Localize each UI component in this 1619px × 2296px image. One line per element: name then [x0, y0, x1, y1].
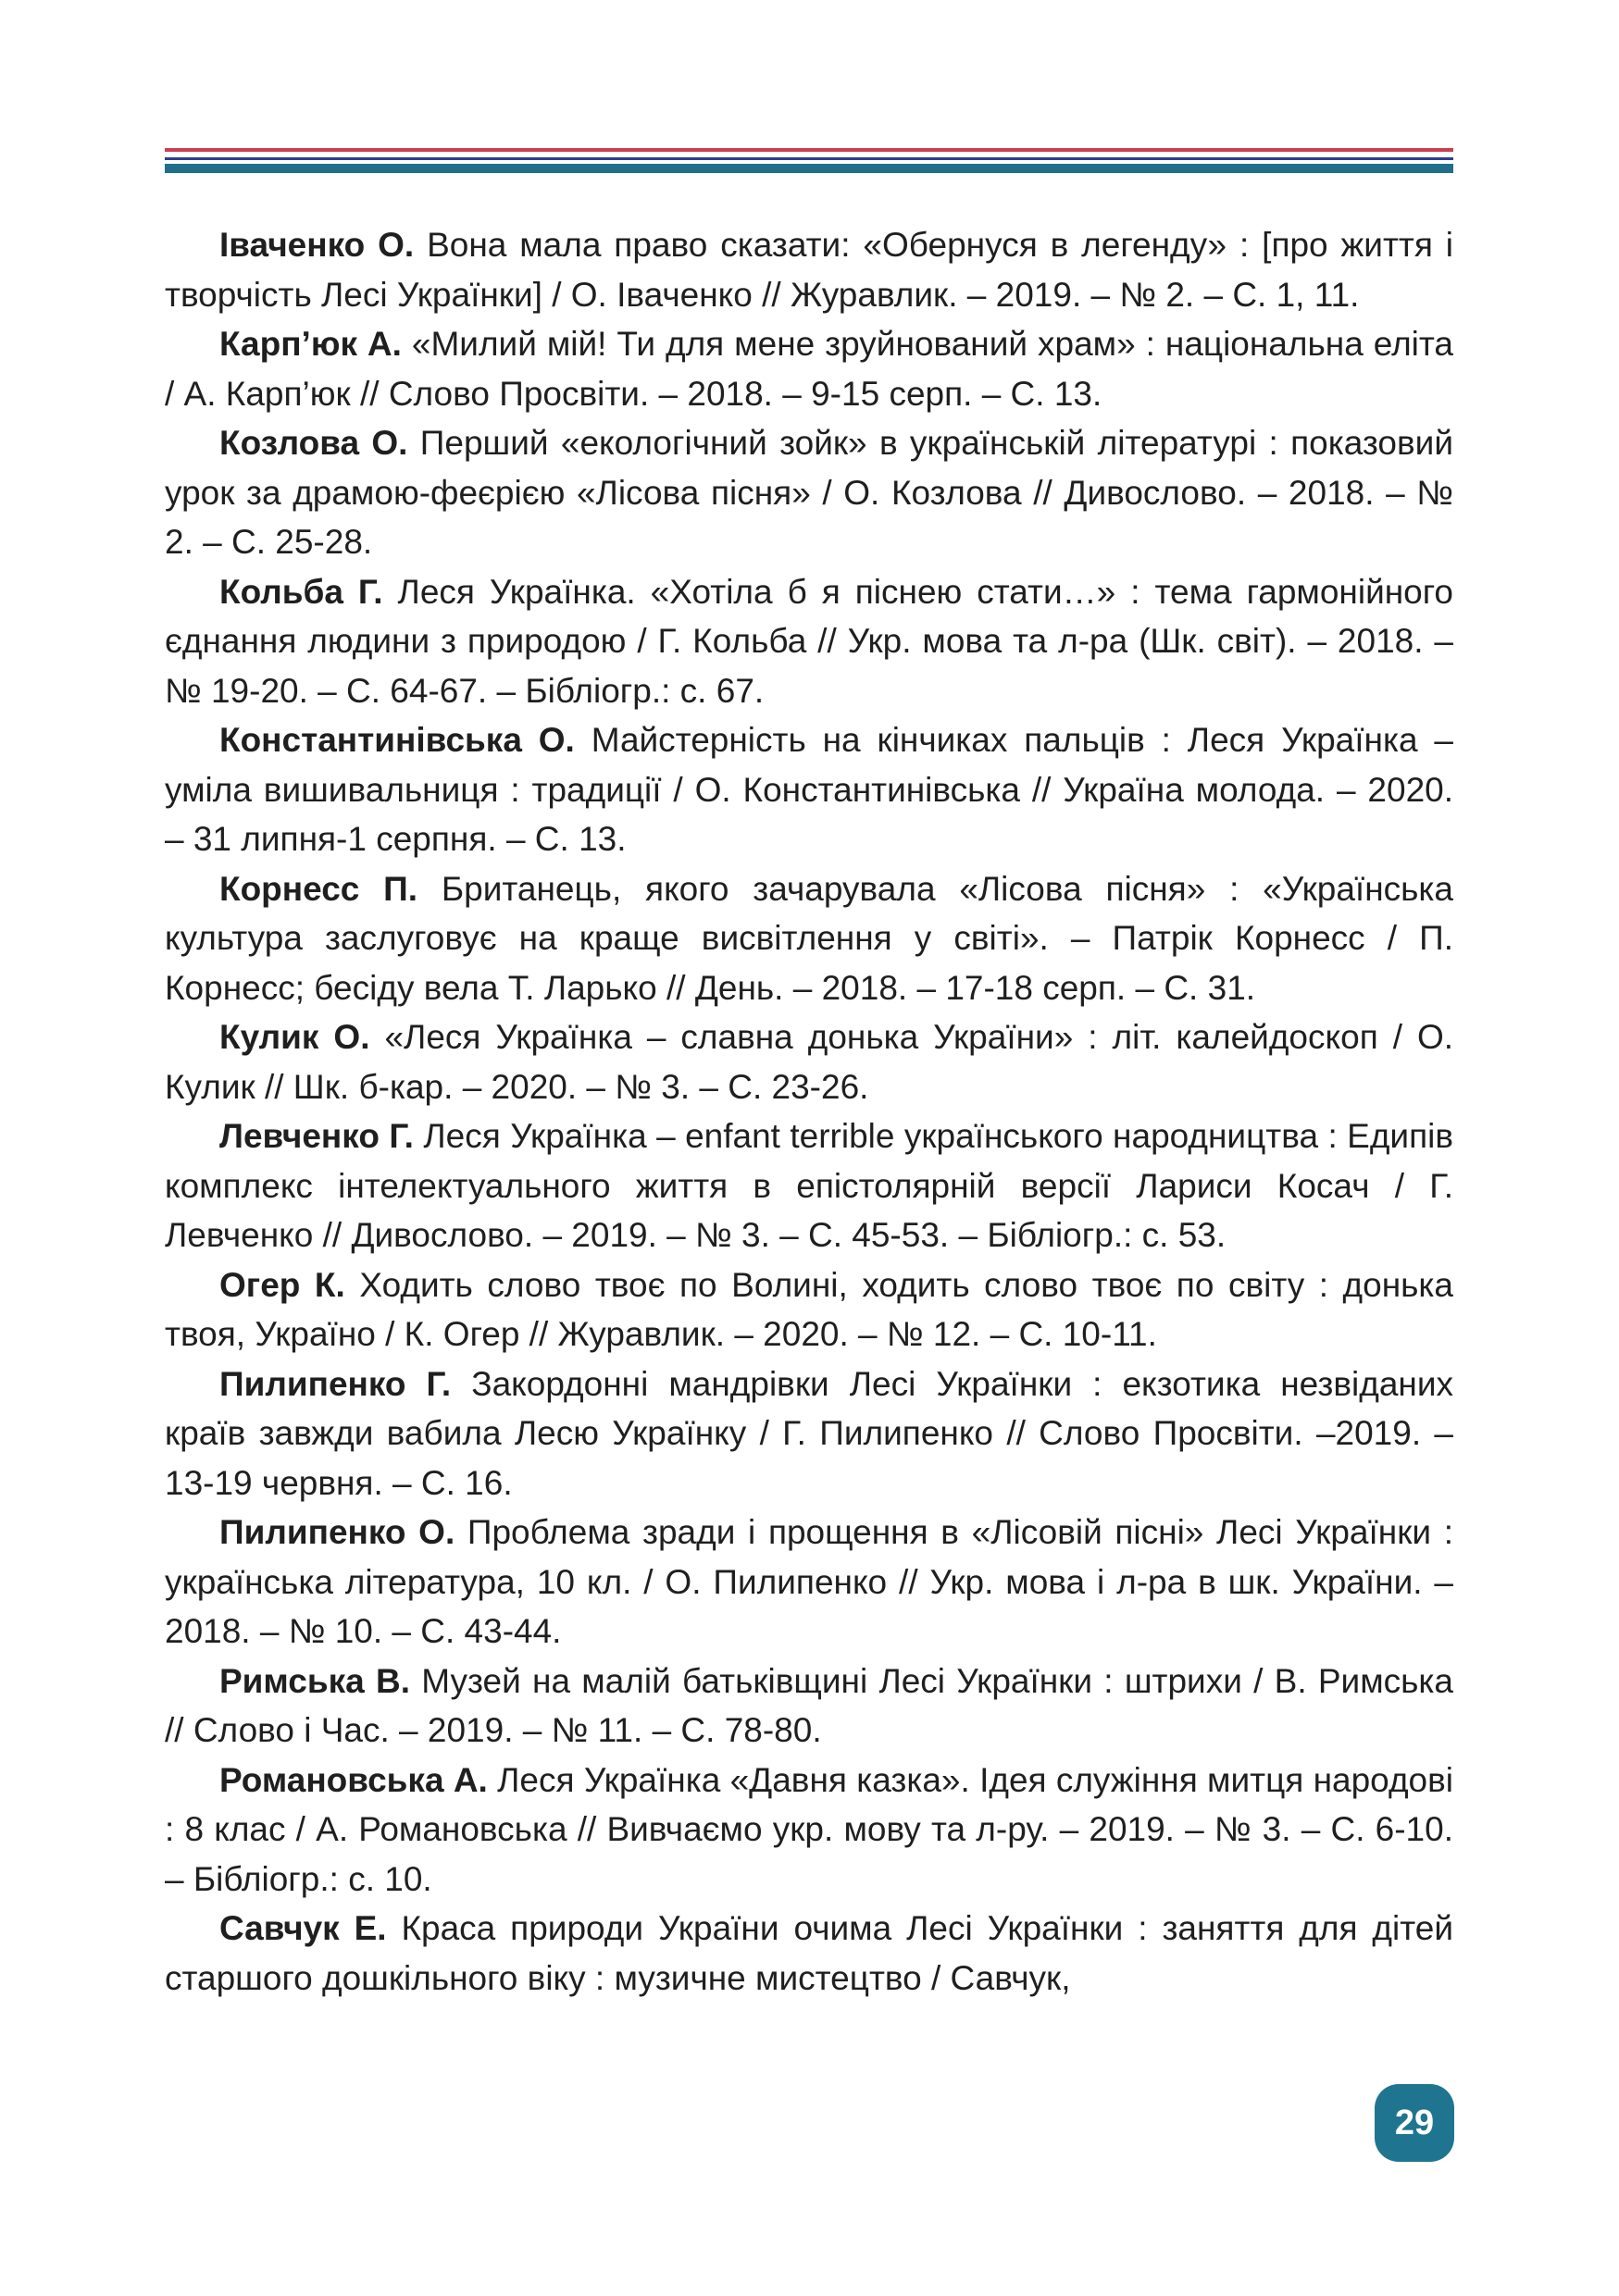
entry-author: Римська В. [219, 1661, 410, 1700]
entry-text: Майстерність на кінчиках пальців : Леся Українка – уміла вишивальниця : традиції / О. Константинівська // Україна молода. – 2020. – 31 липня-1 серпня. – С. 13. [165, 721, 1454, 858]
entry-text: Британець, якого зачарувала «Лісова пісня» : «Українська культура заслуговує на краще висвітлення у світі». – Патрік Корнесс / П. Корнесс; бесіду вела Т. Ларько // День. – 2018. – 17-18 серп. – С. 31. [165, 869, 1453, 1007]
bibliography-entry [165, 319, 1453, 418]
entry-text: Леся Українка. «Хотіла б я піснею стати…» : тема гармонійного єднання людини з природою / Г. Кольба // Укр. мова та л-ра (Шк. світ). – 2018. – № 19-20. – С. 64-67. – Бібліогр.: с. 67. [165, 572, 1454, 710]
bibliography-entry [165, 864, 1453, 1013]
bibliography-entry [165, 1657, 1453, 1756]
entry-text: Ходить слово твоє по Волині, ходить слово твоє по світу : донька твоя, Україно / К. Огер // Журавлик. – 2020. – № 12. – С. 10-11. [165, 1265, 1454, 1353]
bibliography-entry [165, 1756, 1453, 1905]
entry-author: Кулик О. [219, 1018, 370, 1056]
bibliography-entry [165, 1359, 1453, 1508]
header-rule-teal [165, 164, 1453, 173]
bibliography-entry [165, 567, 1453, 716]
entry-author: Пилипенко О. [219, 1513, 455, 1551]
entry-author: Огер К. [219, 1265, 345, 1304]
entry-author: Козлова О. [219, 424, 408, 462]
entry-text: Леся Українка – enfant terrible українського народництва : Едипів комплекс інтелектуального життя в епістолярній версії Лариси Косач / Г. Левченко // Дивослово. – 2019. – № 3. – С. 45-53. – Бібліогр.: с. 53. [165, 1117, 1454, 1254]
header-rule-blue [165, 157, 1453, 160]
entry-text: Вона мала право сказати: «Обернуся в легенду» : [про життя і творчість Лесі Українки] / О. Іваченко // Журавлик. – 2019. – № 2. – С. 1, 11. [165, 226, 1453, 314]
entry-author: Константинівська О. [219, 721, 575, 759]
bibliography-entry [165, 1012, 1453, 1111]
header-decorative-rules [165, 148, 1453, 173]
entry-author: Романовська А. [219, 1760, 488, 1799]
bibliography-entry [165, 1260, 1453, 1359]
bibliography-entry [165, 715, 1453, 864]
entry-author: Пилипенко Г. [219, 1364, 452, 1403]
entry-author: Кольба Г. [219, 572, 383, 611]
bibliography-list [165, 220, 1453, 2003]
entry-text: «Леся Українка – славна донька України» : літ. калейдоскоп / О. Кулик // Шк. б-кар. – 2020. – № 3. – С. 23-26. [165, 1018, 1454, 1106]
page-number-badge: 29 [1375, 2084, 1454, 2162]
bibliography-entry [165, 418, 1453, 567]
bibliography-entry [165, 220, 1453, 319]
entry-author: Левченко Г. [219, 1117, 414, 1155]
entry-author: Іваченко О. [219, 226, 415, 264]
bibliography-entry [165, 1111, 1453, 1260]
bibliography-entry [165, 1904, 1453, 2003]
header-rule-red [165, 148, 1453, 152]
entry-text: Краса природи України очима Лесі Українки : заняття для дітей старшого дошкільного віку : музичне мистецтво / Савчук, [165, 1909, 1454, 1997]
entry-text: Леся Українка «Давня казка». Ідея служіння митця народові : 8 клас / А. Романовська // Вивчаємо укр. мову та л-ру. – 2019. – № 3. – С. 6-10. – Бібліогр.: с. 10. [165, 1760, 1453, 1898]
entry-author: Савчук Е. [219, 1909, 387, 1947]
entry-author: Корнесс П. [219, 869, 418, 908]
entry-text: «Милий мій! Ти для мене зруйнований храм» : національна еліта / А. Карп’юк // Слово Просвіти. – 2018. – 9-15 серп. – С. 13. [165, 325, 1453, 413]
entry-text: Музей на малій батьківщині Лесі Українки : штрихи / В. Римська // Слово і Час. – 2019. – № 11. – С. 78-80. [165, 1661, 1453, 1749]
entry-text: Проблема зради і прощення в «Лісовій пісні» Лесі Українки : українська література, 10 кл. / О. Пилипенко // Укр. мова і л-ра в шк. України. – 2018. – № 10. – С. 43-44. [165, 1513, 1453, 1650]
entry-author: Карп’юк А. [219, 325, 402, 363]
entry-text: Закордонні мандрівки Лесі Українки : екзотика незвіданих країв завжди вабила Лесю Українку / Г. Пилипенко // Слово Просвіти. –2019. – 13-19 червня. – С. 16. [165, 1364, 1453, 1502]
bibliography-entry [165, 1508, 1453, 1657]
entry-text: Перший «екологічний зойк» в українській літературі : показовий урок за драмою-феєрією «Лісова пісня» / О. Козлова // Дивослово. – 2018. – № 2. – С. 25-28. [165, 424, 1453, 561]
